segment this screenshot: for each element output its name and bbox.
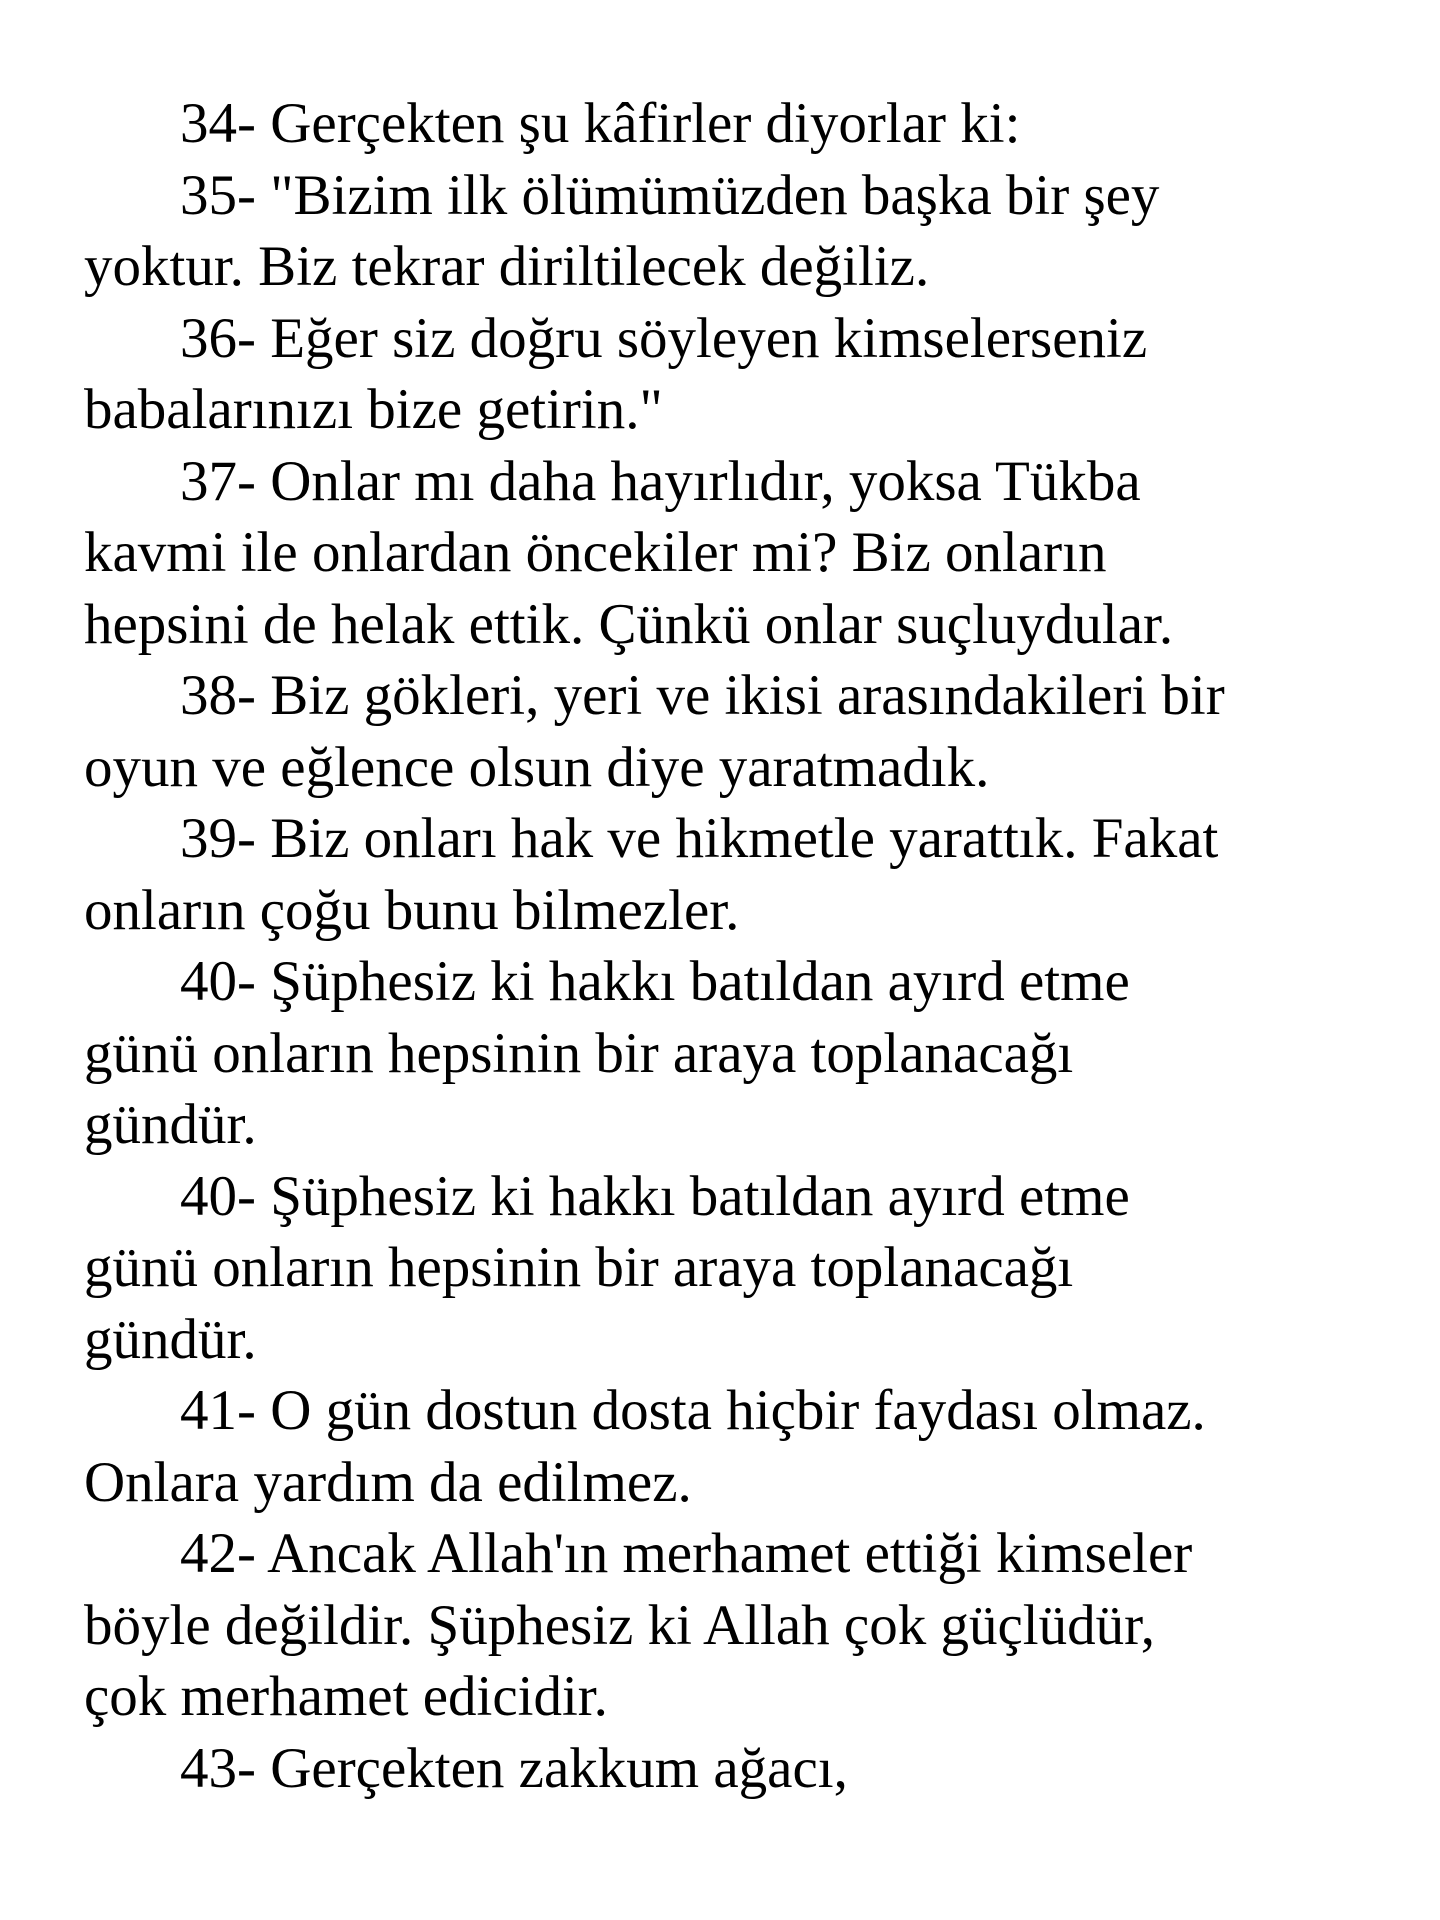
text-line: babalarınızı bize getirin." (84, 378, 663, 441)
text-line: kavmi ile onlardan öncekiler mi? Biz onların (84, 521, 1107, 584)
text-line: günü onların hepsinin bir araya toplanacağı (84, 1021, 1074, 1085)
text-line: 39- Biz onları hak ve hikmetle yarattık. Fakat (180, 807, 1219, 870)
text-line: oyun ve eğlence olsun diye yaratmadık. (84, 735, 990, 799)
text-line: 36- Eğer siz doğru söyleyen kimselerseniz (180, 306, 1148, 370)
text-line: 40- Şüphesiz ki hakkı batıldan ayırd etme (180, 1164, 1130, 1228)
text-line: 40- Şüphesiz ki hakkı batıldan ayırd etme (180, 950, 1130, 1013)
text-line: 42- Ancak Allah'ın merhamet ettiği kimseler (180, 1522, 1193, 1585)
document-page (84, 88, 1384, 1804)
text-line: 41- O gün dostun dosta hiçbir faydası olmaz. (180, 1379, 1206, 1442)
text-line: günü onların hepsinin bir araya toplanacağı (84, 1236, 1074, 1299)
text-line: Onlara yardım da edilmez. (84, 1450, 692, 1514)
text-line: gündür. (84, 1307, 257, 1371)
text-line: böyle değildir. Şüphesiz ki Allah çok güçlüdür, (84, 1593, 1156, 1657)
text-line: 34- Gerçekten şu kâfirler diyorlar ki: (180, 92, 1021, 155)
text-line: yoktur. Biz tekrar diriltilecek değiliz. (84, 235, 930, 298)
text-line: gündür. (84, 1093, 257, 1156)
text-line: 35- "Bizim ilk ölümümüzden başka bir şey (180, 163, 1160, 227)
text-line: 43- Gerçekten zakkum ağacı, (180, 1736, 848, 1800)
text-line: onların çoğu bunu bilmezler. (84, 878, 740, 942)
text-line: hepsini de helak ettik. Çünkü onlar suçluydular. (84, 592, 1174, 656)
text-line: 37- Onlar mı daha hayırlıdır, yoksa Tükba (180, 449, 1141, 513)
text-line: çok merhamet edicidir. (84, 1665, 608, 1728)
text-line: 38- Biz gökleri, yeri ve ikisi arasındakileri bir (180, 664, 1225, 727)
